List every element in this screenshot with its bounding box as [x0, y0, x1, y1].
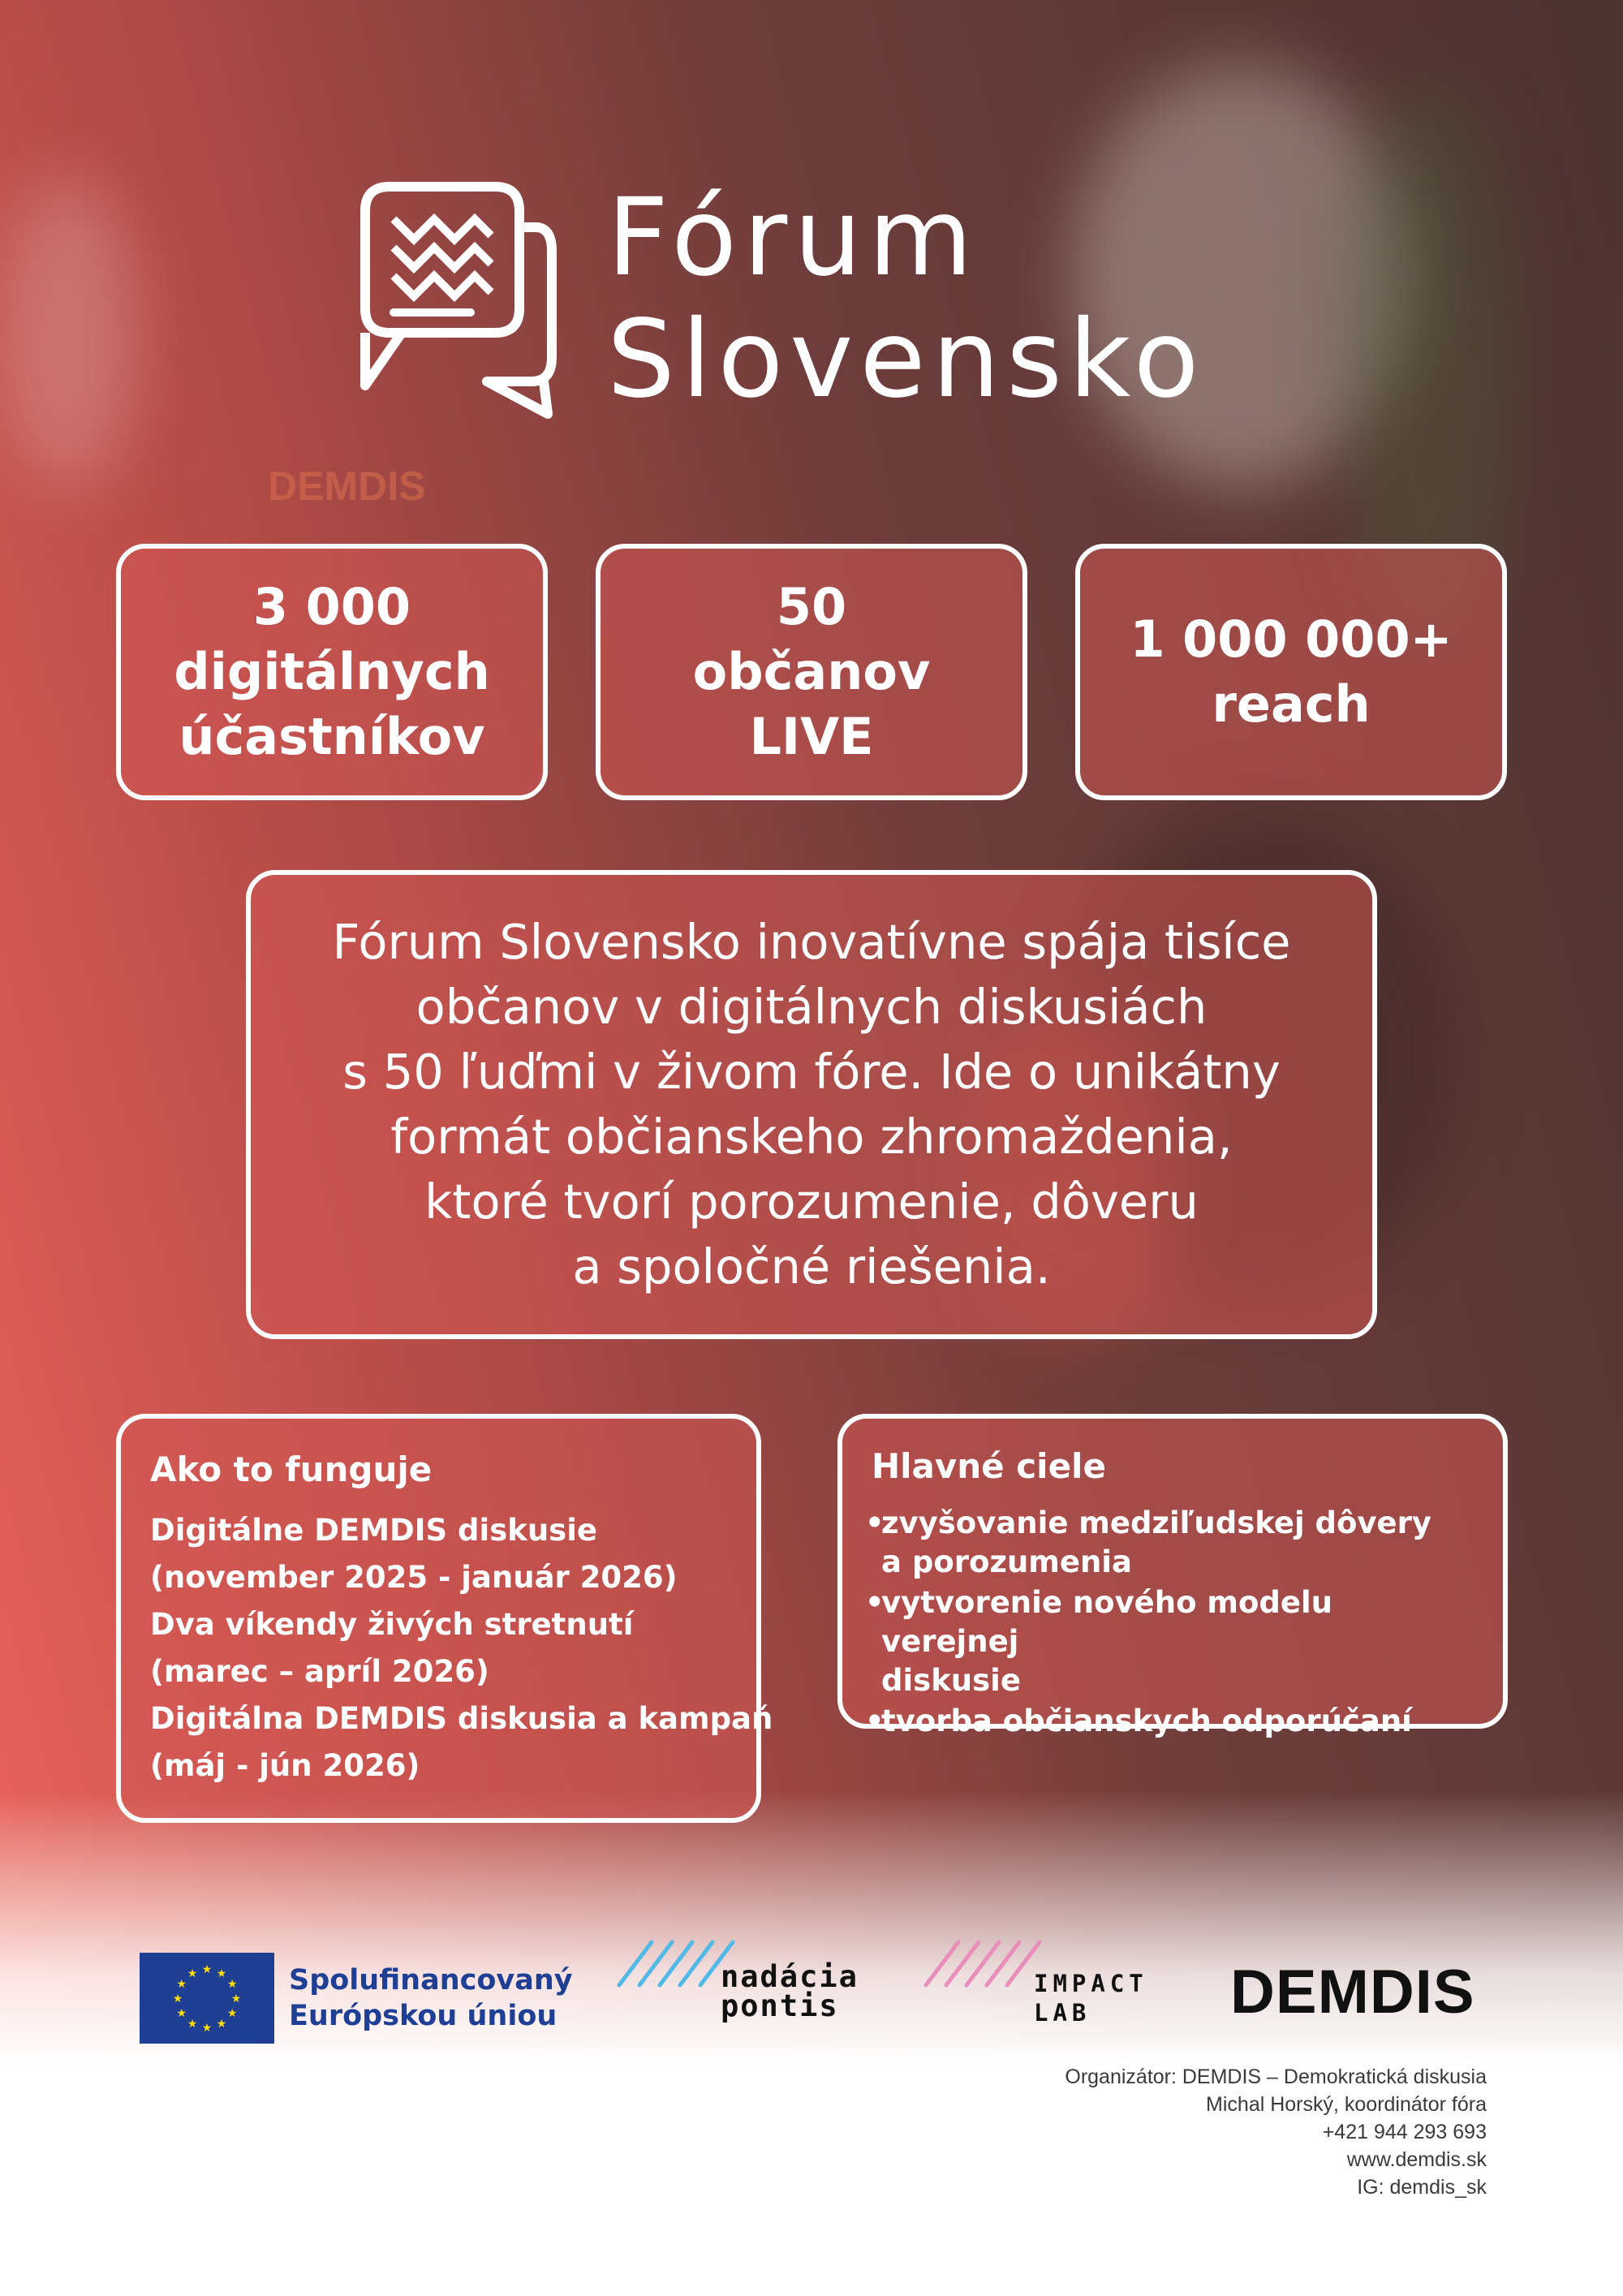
how-it-works-title: Ako to funguje — [150, 1450, 433, 1489]
eu-star-icon: ★ — [187, 1966, 198, 1980]
stat-box-participants — [116, 544, 548, 800]
how-line: (máj - jún 2026) — [150, 1748, 420, 1783]
stat-value: 50 — [776, 577, 847, 636]
eu-text-line2: Európskou úniou — [289, 2000, 558, 2032]
impact-text-line1: IMPACT — [1034, 1970, 1148, 1997]
how-line: (november 2025 - január 2026) — [150, 1560, 678, 1595]
stat-value: 1 000 000+ — [1130, 610, 1453, 669]
goal-text: vytvorenie nového modelu verejnej — [881, 1585, 1332, 1659]
impact-stripes-icon — [922, 1938, 1052, 1988]
impact-text-line2: LAB — [1034, 1999, 1091, 2027]
bullet-icon: • — [865, 1704, 885, 1738]
eu-star-icon: ★ — [176, 1978, 187, 1991]
stat-value: 3 000 — [252, 577, 411, 636]
contact-website[interactable]: www.demdis.sk — [1346, 2148, 1487, 2171]
stat-label: občanov — [692, 642, 931, 701]
eu-star-icon: ★ — [230, 1992, 242, 2005]
goal-item — [865, 1583, 1475, 1700]
intro-line: ktoré tvorí porozumenie, dôveru — [424, 1174, 1199, 1230]
goals-title: Hlavné ciele — [872, 1446, 1106, 1486]
stat-label: digitálnych — [174, 642, 490, 701]
eu-flag-icon — [140, 1953, 274, 2044]
brand-title — [607, 177, 1205, 420]
eu-text-line1: Spolufinancovaný — [289, 1964, 573, 1997]
eu-star-icon: ★ — [201, 1963, 213, 1976]
eu-star-icon: ★ — [216, 1966, 227, 1980]
eu-star-icon: ★ — [172, 1992, 183, 2005]
goal-text: zvyšovanie medziľudskej dôvery — [881, 1506, 1431, 1540]
goal-text: diskusie — [881, 1663, 1021, 1698]
how-line: Digitálna DEMDIS diskusia a kampaň — [150, 1701, 773, 1736]
stat-label: LIVE — [749, 707, 874, 766]
background-sign-text: DEMDIS — [268, 463, 426, 509]
eu-star-icon: ★ — [216, 2018, 227, 2031]
contact-coordinator: Michal Horský, koordinátor fóra — [1206, 2093, 1487, 2116]
pontis-text-line2: pontis — [721, 1988, 839, 2023]
eu-star-icon: ★ — [187, 2018, 198, 2031]
intro-line: a spoločné riešenia. — [572, 1238, 1051, 1294]
bullet-icon: • — [865, 1506, 885, 1540]
contact-phone[interactable]: +421 944 293 693 — [1322, 2121, 1487, 2143]
goal-item — [865, 1702, 1475, 1741]
eu-star-icon: ★ — [201, 2022, 213, 2035]
contact-instagram[interactable]: IG: demdis_sk — [1357, 2176, 1487, 2199]
intro-box — [246, 870, 1377, 1339]
intro-line: s 50 ľuďmi v živom fóre. Ide o unikátny — [342, 1044, 1281, 1100]
bullet-icon: • — [865, 1585, 885, 1620]
goal-text: tvorba občianskych odporúčaní — [881, 1704, 1412, 1738]
how-line: Digitálne DEMDIS diskusie — [150, 1513, 597, 1548]
contact-block — [1065, 2063, 1487, 2201]
forum-chat-logo-icon — [357, 179, 560, 422]
intro-line: Fórum Slovensko inovatívne spája tisíce — [332, 914, 1291, 970]
intro-line: občanov v digitálnych diskusiách — [415, 979, 1208, 1035]
stat-box-live — [596, 544, 1027, 800]
intro-text — [333, 910, 1291, 1299]
stat-box-reach — [1075, 544, 1507, 800]
intro-line: formát občianskeho zhromaždenia, — [390, 1109, 1233, 1165]
eu-star-icon: ★ — [226, 2007, 238, 2020]
stat-label: reach — [1212, 674, 1371, 734]
pontis-text-line1: nadácia — [721, 1959, 859, 1994]
eu-star-icon: ★ — [176, 2007, 187, 2020]
demdis-logo: DEMDIS — [1230, 1958, 1475, 2027]
goal-text: a porozumenia — [881, 1544, 1132, 1579]
contact-organizer: Organizátor: DEMDIS – Demokratická diskusia — [1065, 2066, 1487, 2088]
how-it-works-box — [116, 1414, 773, 1823]
goals-box — [837, 1414, 1508, 1738]
how-line: Dva víkendy živých stretnutí — [150, 1607, 634, 1642]
goal-item — [865, 1504, 1475, 1582]
brand-title-line2: Slovensko — [607, 297, 1206, 422]
stat-label: účastníkov — [179, 707, 485, 766]
eu-logo — [140, 1953, 573, 2044]
eu-star-icon: ★ — [226, 1978, 238, 1991]
brand-title-line1: Fórum — [607, 175, 979, 300]
how-line: (marec – apríl 2026) — [150, 1654, 489, 1689]
